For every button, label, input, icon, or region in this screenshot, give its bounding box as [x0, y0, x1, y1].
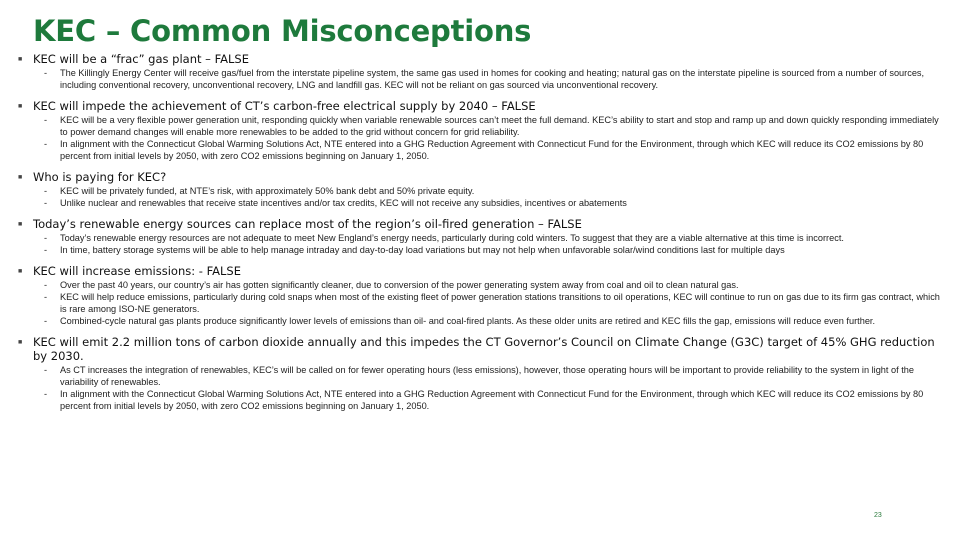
sub-list — [0, 114, 960, 162]
sub-item — [44, 279, 942, 291]
section-heading: KEC will emit 2.2 million tons of carbon dioxide annually and this impedes the CT Governor’s Council on Climate Change (G3C) target of 45% GHG reduction by 2030. — [33, 335, 935, 363]
sub-item — [44, 291, 942, 315]
sub-item-text: KEC will be privately funded, at NTE’s risk, with approximately 50% bank debt and 50% private equity. — [60, 186, 475, 196]
bullet-icon: ■ — [18, 221, 23, 228]
sub-item — [44, 138, 942, 162]
sub-item-text: Unlike nuclear and renewables that receive state incentives and/or tax credits, KEC will not receive any subsidies, incentives or abatements — [60, 198, 627, 208]
sub-item — [44, 232, 942, 244]
dash-icon: - — [44, 389, 48, 399]
sub-item — [44, 185, 942, 197]
sub-item — [44, 388, 942, 412]
dash-icon: - — [44, 292, 48, 302]
sub-list — [0, 67, 960, 91]
slide-title: KEC – Common Misconceptions — [33, 14, 532, 48]
sub-item-text: Combined-cycle natural gas plants produce significantly lower levels of emissions than oil- and coal-fired plants. As these older units are retired and KEC fills the gap, emissions will reduce even further. — [60, 316, 876, 326]
section-carbon-free — [0, 99, 960, 162]
sub-item-text: KEC will be a very flexible power generation unit, responding quickly when variable renewable sources can’t meet the full demand. KEC’s ability to start and stop and ramp up and down quickly responding immediately to power demand changes will enable more renewables to be added to the grid without concern for grid reliability. — [60, 115, 939, 137]
sub-item-text: The Killingly Energy Center will receive gas/fuel from the interstate pipeline system, the same gas used in homes for cooking and heating; natural gas on the interstate pipeline is sourced from a number of sources, including conventional recovery, unconventional recovery, LNG and landfill gas. KEC will not be reliant on gas sourced via unconventional recovery. — [60, 68, 925, 90]
sub-item — [44, 114, 942, 138]
bullet-icon: ■ — [18, 268, 23, 275]
sub-item — [44, 315, 942, 327]
section-emissions — [0, 264, 960, 327]
section-heading: KEC will be a “frac” gas plant – FALSE — [33, 52, 249, 66]
sub-list — [0, 185, 960, 209]
slide-content — [0, 52, 960, 420]
section-co2-target — [0, 335, 960, 412]
section-frac-gas — [0, 52, 960, 91]
sub-item-text: In time, battery storage systems will be able to help manage intraday and day-to-day load variations but may not help when unfavorable solar/wind conditions last for multiple days — [60, 245, 785, 255]
sub-item-text: In alignment with the Connecticut Global Warming Solutions Act, NTE entered into a GHG Reduction Agreement with Connecticut Fund for the Environment, through which KEC will reduce its CO2 emissions by 80 percent from initial levels by 2050, with zero CO2 emissions beginning on January 1, 2050. — [60, 139, 924, 161]
bullet-icon: ■ — [18, 339, 23, 346]
sub-list — [0, 279, 960, 327]
sub-list — [0, 364, 960, 412]
bullet-icon: ■ — [18, 56, 23, 63]
sub-item — [44, 244, 942, 256]
dash-icon: - — [44, 139, 48, 149]
page-number: 23 — [874, 512, 882, 519]
sub-item-text: As CT increases the integration of renewables, KEC’s will be called on for fewer operating hours (less emissions), however, those operating hours will be important to provide reliability to the system in light of the variability of renewables. — [60, 365, 915, 387]
sub-item-text: Today’s renewable energy resources are not adequate to meet New England’s energy needs, particularly during cold winters. To suggest that they are a viable alternative at this time is incorrect. — [60, 233, 844, 243]
sub-item-text: KEC will help reduce emissions, particularly during cold snaps when most of the existing fleet of power generation stations transitions to oil operations, KEC will continue to run on gas due to its firm gas contract, which is rare among ISO-NE generators. — [60, 292, 940, 314]
dash-icon: - — [44, 233, 48, 243]
sub-list — [0, 232, 960, 256]
section-heading: KEC will impede the achievement of CT’s carbon-free electrical supply by 2040 – FALSE — [33, 99, 536, 113]
dash-icon: - — [44, 68, 48, 78]
section-heading: KEC will increase emissions: - FALSE — [33, 264, 241, 278]
dash-icon: - — [44, 186, 48, 196]
section-who-pays — [0, 170, 960, 209]
dash-icon: - — [44, 115, 48, 125]
section-heading: Today’s renewable energy sources can replace most of the region’s oil-fired generation – FALSE — [33, 217, 582, 231]
dash-icon: - — [44, 316, 48, 326]
dash-icon: - — [44, 365, 48, 375]
sub-item-text: Over the past 40 years, our country’s air has gotten significantly cleaner, due to conversion of the power generating system away from coal and oil to clean natural gas. — [60, 280, 739, 290]
sub-item — [44, 67, 942, 91]
sub-item — [44, 364, 942, 388]
dash-icon: - — [44, 280, 48, 290]
sub-item-text: In alignment with the Connecticut Global Warming Solutions Act, NTE entered into a GHG Reduction Agreement with Connecticut Fund for the Environment, through which KEC will reduce its CO2 emissions by 80 percent from initial levels by 2050, with zero CO2 emissions beginning on January 1, 2050. — [60, 389, 924, 411]
dash-icon: - — [44, 198, 48, 208]
bullet-icon: ■ — [18, 103, 23, 110]
dash-icon: - — [44, 245, 48, 255]
sub-item — [44, 197, 942, 209]
section-renewables — [0, 217, 960, 256]
section-heading: Who is paying for KEC? — [33, 170, 167, 184]
bullet-icon: ■ — [18, 174, 23, 181]
